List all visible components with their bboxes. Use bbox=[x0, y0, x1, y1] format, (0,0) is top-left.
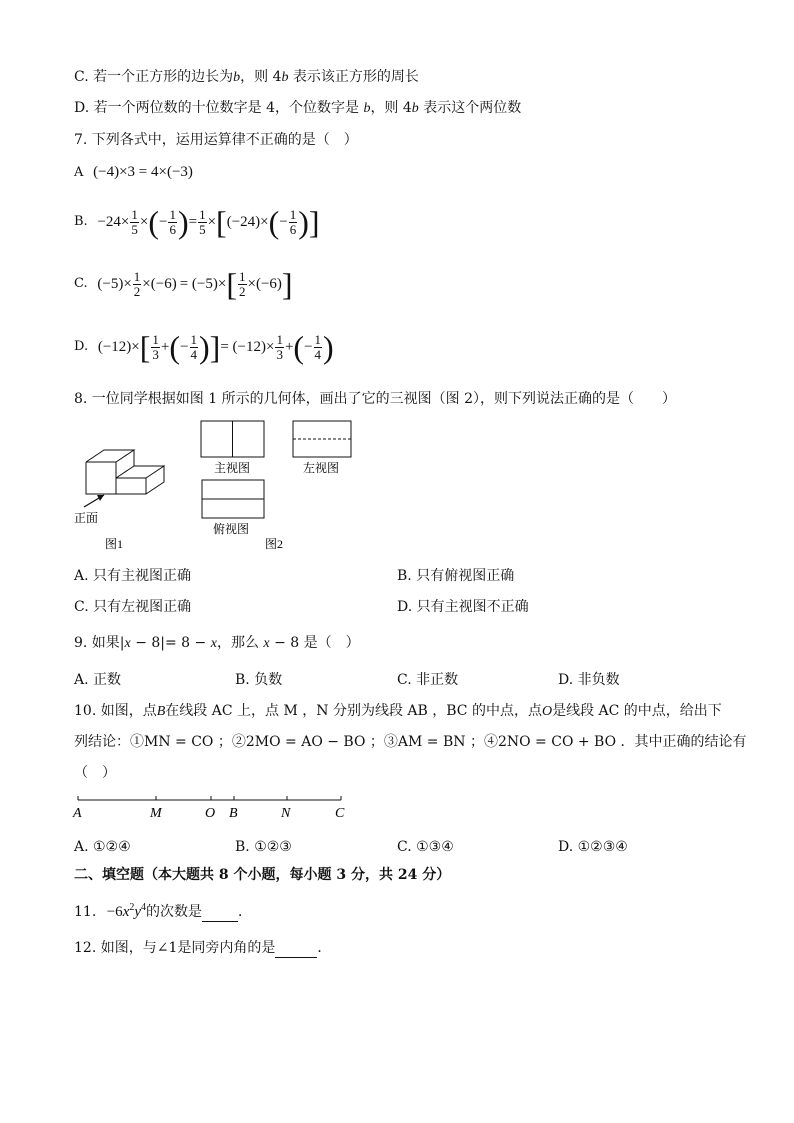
point-a-label: A bbox=[73, 806, 82, 821]
bracket-open: [ bbox=[216, 204, 227, 240]
n6: ×(−6) bbox=[247, 276, 282, 292]
den: 3 bbox=[276, 346, 283, 362]
q8-option-d: D. 只有主视图不正确 bbox=[397, 599, 529, 615]
plus: + bbox=[160, 339, 170, 355]
q9-option-a: A. 正数 bbox=[74, 672, 122, 688]
main-view-label: 主视图 bbox=[214, 461, 251, 475]
q7b-label: B. bbox=[74, 214, 88, 229]
left-view-label: 左视图 bbox=[303, 461, 340, 475]
q6c-end: 表示该正方形的周长 bbox=[288, 69, 419, 85]
front-label: 正面 bbox=[74, 511, 99, 525]
num: 1 bbox=[133, 268, 141, 284]
fraction-1-3b bbox=[275, 333, 284, 362]
q7-option-b bbox=[74, 206, 320, 246]
q7-option-d bbox=[74, 331, 334, 371]
times: × bbox=[207, 214, 217, 230]
times: × bbox=[139, 214, 149, 230]
bracket-close: ] bbox=[209, 329, 221, 365]
fraction-1-4 bbox=[190, 333, 199, 362]
q6d-text: D. 若一个两位数的十位数字是 4，个位数字是 bbox=[74, 100, 364, 116]
top-view-label: 俯视图 bbox=[213, 522, 250, 536]
n6: ×(−6) bbox=[142, 276, 177, 292]
q7-option-a bbox=[74, 163, 193, 182]
fraction-1-2 bbox=[133, 270, 142, 299]
point-c-label: C bbox=[335, 806, 345, 821]
section-2-heading: 二、填空题（本大题共 8 个小题，每小题 3 分，共 24 分） bbox=[74, 867, 451, 883]
q12-text: 12. 如图，与∠1是同旁内角的是 bbox=[74, 940, 276, 956]
den: 4 bbox=[314, 346, 322, 362]
fraction-1-6b bbox=[289, 208, 298, 237]
q12-stem bbox=[74, 939, 331, 958]
num: 1 bbox=[169, 206, 176, 222]
fig2-caption: 图2 bbox=[265, 537, 284, 551]
q9-stem bbox=[74, 634, 360, 653]
q8-option-a: A. 只有主视图正确 bbox=[74, 568, 192, 584]
q6-option-d bbox=[74, 99, 521, 118]
top-view-box bbox=[202, 480, 264, 518]
q10-option-c: C. ①③④ bbox=[397, 839, 454, 855]
q10-segment-figure bbox=[70, 790, 360, 824]
q7-option-c bbox=[74, 268, 293, 308]
den: 2 bbox=[239, 283, 246, 299]
point-m-label: M bbox=[150, 806, 162, 821]
q10-option-a: A. ①②④ bbox=[74, 839, 131, 855]
stair-solid-figure bbox=[86, 450, 164, 494]
num: 1 bbox=[314, 331, 322, 347]
q7-stem: 7. 下列各式中，运用运算律不正确的是（ ） bbox=[74, 132, 358, 148]
q9-x1: x bbox=[124, 636, 131, 651]
paren-close: ) bbox=[177, 204, 189, 240]
fraction-1-5b bbox=[198, 208, 207, 237]
plus: + bbox=[284, 339, 294, 355]
q8-option-c: C. 只有左视图正确 bbox=[74, 599, 192, 615]
q9-tail: ，那么 bbox=[216, 635, 264, 651]
fig1-caption: 图1 bbox=[105, 537, 124, 551]
q11-tail: 的次数是 bbox=[146, 904, 203, 920]
minus: − bbox=[158, 214, 168, 230]
paren-open: ( bbox=[268, 204, 280, 240]
paren-close: ) bbox=[298, 204, 309, 240]
minus: − bbox=[304, 339, 313, 355]
point-n-label: N bbox=[281, 806, 291, 821]
q9-x2: x bbox=[210, 636, 217, 651]
fraction-1-2b bbox=[238, 270, 247, 299]
q6c-tail: ，则 4 bbox=[240, 69, 282, 85]
q10-l1c: 在线段 AC 上，点 M ，N 分别为线段 AB ，BC 的中点，点 bbox=[165, 703, 542, 719]
q7c-label: C. bbox=[74, 276, 88, 291]
q10-stem-line3: （ ） bbox=[74, 765, 116, 781]
bracket-close: ] bbox=[281, 266, 293, 302]
q10-stem-line1 bbox=[74, 702, 722, 721]
q10-option-b: B. ①②③ bbox=[235, 839, 292, 855]
q10-option-d: D. ①②③④ bbox=[558, 839, 628, 855]
minus: − bbox=[279, 214, 288, 230]
c-mid: = (−5)× bbox=[179, 276, 227, 292]
q6c-var2: b bbox=[281, 70, 289, 85]
q11-end: ． bbox=[238, 904, 253, 920]
q9-option-b: B. 负数 bbox=[235, 672, 283, 688]
q10-l1b: B bbox=[156, 704, 166, 719]
arrow-icon bbox=[84, 495, 104, 507]
q7a-label: A bbox=[74, 165, 84, 180]
den: 5 bbox=[199, 221, 206, 237]
q8-stem: 8. 一位同学根据如图 1 所示的几何体，画出了它的三视图（图 2），则下列说法正确的是（ ） bbox=[74, 391, 676, 407]
q11-stem bbox=[74, 899, 252, 922]
q7d-label: D. bbox=[74, 339, 89, 354]
minus: − bbox=[180, 339, 189, 355]
bracket-close: ] bbox=[308, 204, 320, 240]
paren-open: ( bbox=[148, 204, 159, 240]
q9-x3: x bbox=[263, 636, 270, 651]
q6c-var: b bbox=[233, 70, 241, 85]
d-left: (−12)× bbox=[97, 339, 140, 355]
d-mid: = (−12)× bbox=[220, 339, 275, 355]
paren-open: ( bbox=[169, 329, 181, 365]
q6-option-c bbox=[74, 68, 419, 87]
equals: = bbox=[188, 214, 198, 230]
q11-number: 11. bbox=[74, 904, 97, 920]
q7a-expr: (−4)×3 = 4×(−3) bbox=[93, 164, 193, 180]
q9-option-c: C. 非正数 bbox=[397, 672, 459, 688]
paren-close: ) bbox=[323, 329, 334, 365]
q6d-var: b bbox=[363, 101, 371, 116]
fraction-1-5 bbox=[130, 208, 139, 237]
num: 1 bbox=[190, 331, 198, 347]
q9-end: − 8 是（ ） bbox=[269, 635, 360, 651]
den: 4 bbox=[190, 346, 198, 362]
n24: (−24)× bbox=[226, 214, 269, 230]
den: 6 bbox=[169, 221, 176, 237]
q10-l1e: 是线段 AC 的中点，给出下 bbox=[552, 703, 722, 719]
q11-monomial: $-6x^2y^4$ bbox=[106, 902, 147, 920]
den: 3 bbox=[152, 346, 159, 362]
den: 5 bbox=[131, 221, 138, 237]
num: 1 bbox=[152, 331, 159, 347]
q6d-var2: b bbox=[411, 101, 419, 116]
den: 6 bbox=[289, 221, 297, 237]
num: 1 bbox=[131, 206, 138, 222]
q11-answer-blank[interactable] bbox=[202, 903, 238, 922]
q6c-text: C. 若一个正方形的边长为 bbox=[74, 69, 234, 85]
q12-end: ． bbox=[317, 940, 332, 956]
q7b-left: −24× bbox=[97, 214, 130, 230]
bracket-open: [ bbox=[226, 266, 237, 302]
q10-stem-line2: 列结论：①MN = CO ；②2MO = AO − BO ；③AM = BN ；④2NO = CO + BO ．其中正确的结论有 bbox=[74, 734, 747, 750]
q6d-end: 表示这个两位数 bbox=[418, 100, 522, 116]
point-o-label: O bbox=[205, 806, 216, 821]
num: 1 bbox=[199, 206, 206, 222]
bracket-open: [ bbox=[139, 329, 151, 365]
q8-figures bbox=[68, 415, 368, 557]
left-view-box bbox=[293, 421, 351, 457]
num: 1 bbox=[276, 331, 283, 347]
fraction-1-6 bbox=[168, 208, 177, 237]
fraction-1-3 bbox=[151, 333, 160, 362]
num: 1 bbox=[289, 206, 297, 222]
fraction-1-4b bbox=[314, 333, 323, 362]
point-b-label: B bbox=[229, 806, 238, 821]
q8-option-b: B. 只有俯视图正确 bbox=[397, 568, 515, 584]
paren-open: ( bbox=[293, 329, 305, 365]
main-view-box bbox=[201, 421, 264, 457]
num: 1 bbox=[239, 268, 246, 284]
paren-close: ) bbox=[199, 329, 210, 365]
den: 2 bbox=[133, 283, 141, 299]
q9-option-d: D. 非负数 bbox=[558, 672, 620, 688]
q10-l1a: 10. 如图，点 bbox=[74, 703, 157, 719]
q10-l1d: O bbox=[541, 704, 553, 719]
c-left: (−5)× bbox=[97, 276, 132, 292]
q9-pre: 9. 如果| bbox=[74, 635, 125, 651]
q9-mid: − 8|= 8 − bbox=[130, 635, 211, 651]
q12-answer-blank[interactable] bbox=[275, 939, 317, 958]
q6d-tail: ，则 4 bbox=[370, 100, 412, 116]
